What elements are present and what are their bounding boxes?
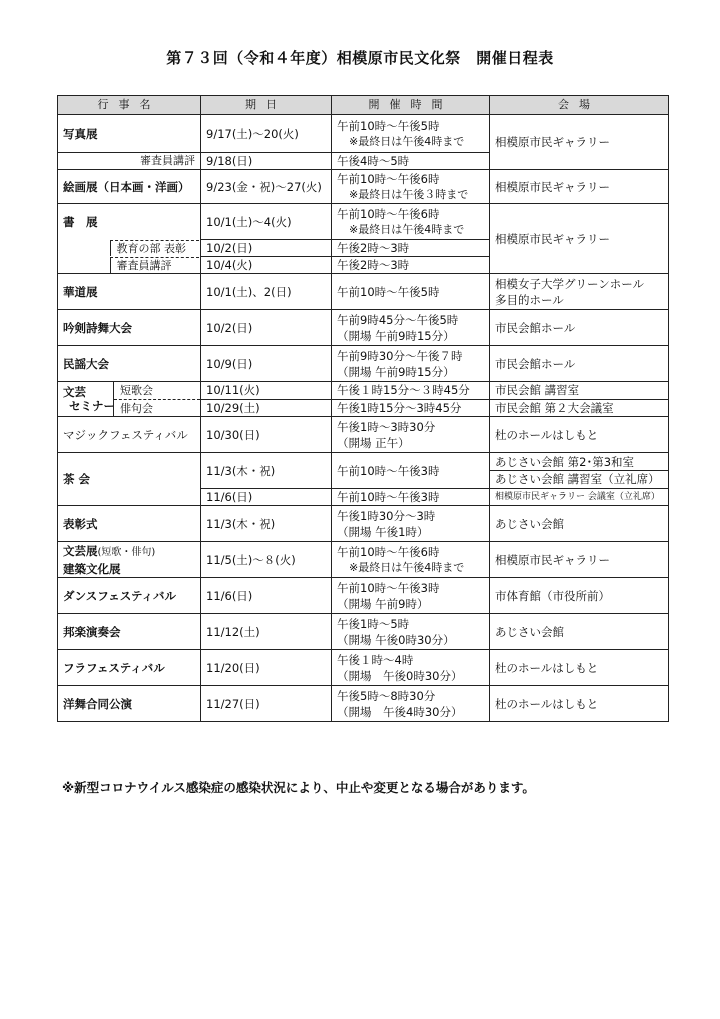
event-time: 午前10時～午後3時 [332,489,490,506]
event-name: 茶 会 [58,453,201,506]
table-row [58,578,669,614]
event-date: 9/23(金・祝)～27(火) [201,170,332,204]
event-date: 11/5(土)～８(火) [201,542,332,578]
event-time: 午前10時～午後6時 ※最終日は午後4時まで [332,542,490,578]
sub-event-name: 短歌会 [114,382,200,400]
sub-event-name: 俳句会 [120,402,153,415]
event-date: 10/1(土)～4(火) [201,204,332,240]
header-date: 期日 [201,96,332,115]
table-row [58,274,669,310]
event-time: 午前10時～午後6時 ※最終日は午後３時まで [332,170,490,204]
event-time: 午前10時～午後5時 [332,274,490,310]
event-venue: 相模原市民ギャラリー [490,170,669,204]
event-date: 9/18(日) [201,153,332,170]
event-venue: 相模原市民ギャラリー [490,542,669,578]
event-time: 午後2時～3時 [332,240,490,257]
header-time: 開催時間 [332,96,490,115]
event-time: 午前10時～午後3時 （開場 午前9時） [332,578,490,614]
event-name: 邦楽演奏会 [58,614,201,650]
event-date: 11/6(日) [201,489,332,506]
event-time: 午後1時30分～3時 （開場 午後1時） [332,506,490,542]
event-time: 午後4時～5時 [332,153,490,170]
event-time: 午前10時～午後6時 ※最終日は午後4時まで [332,204,490,240]
event-date: 10/29(土) [201,399,332,417]
event-name: 書 展 [58,204,201,274]
event-venue: 杜のホールはしもと [490,417,669,453]
table-header [58,96,669,115]
event-name: 表彰式 [58,506,201,542]
notice-text: ※新型コロナウイルス感染症の感染状況により、中止や変更となる場合があります。 [62,780,535,795]
event-venue: 杜のホールはしもと [490,650,669,686]
table-row [58,204,669,240]
event-name: 文芸 セミナー 短歌会 俳句会 [58,382,201,417]
event-date: 11/6(日) [201,578,332,614]
event-venue: 相模女子大学グリーンホール 多目的ホール [490,274,669,310]
event-date: 10/30(日) [201,417,332,453]
event-date: 10/11(火) [201,382,332,400]
event-date: 10/4(火) [201,257,332,274]
event-time: 午後１時～4時 （開場 午後0時30分） [332,650,490,686]
event-name: 写真展 [58,115,201,153]
event-name: 絵画展（日本画・洋画） [58,170,201,204]
table-row [58,506,669,542]
schedule-table [57,95,669,722]
event-date: 10/9(日) [201,346,332,382]
event-name: 民謡大会 [58,346,201,382]
event-date: 11/27(日) [201,686,332,722]
event-venue: 市体育館（市役所前） [490,578,669,614]
table-row [58,115,669,153]
event-name: フラフェスティバル [58,650,201,686]
event-venue: 相模原市民ギャラリー 会議室（立礼席） [490,489,669,506]
table-row [58,614,669,650]
table-row [58,686,669,722]
event-time: 午後1時15分～3時45分 [332,399,490,417]
table-row [58,310,669,346]
event-time: 午前10時～午後5時 ※最終日は午後4時まで [332,115,490,153]
event-venue: 相模原市民ギャラリー [490,204,669,274]
event-venue: 市民会館ホール [490,310,669,346]
header-event: 行事名 [58,96,201,115]
event-venue: あじさい会館 [490,614,669,650]
event-venue: あじさい会館 [490,506,669,542]
page-title: 第７３回（令和４年度）相模原市民文化祭 開催日程表 [166,49,554,67]
event-venue: 市民会館 講習室 [490,382,669,400]
event-date: 11/3(木・祝) [201,453,332,489]
event-time: 午前9時45分～午後5時 （開場 午前9時15分） [332,310,490,346]
event-name: 華道展 [58,274,201,310]
event-name: 洋舞合同公演 [58,686,201,722]
event-date: 10/2(日) [201,310,332,346]
event-date: 11/12(土) [201,614,332,650]
table-row [58,650,669,686]
table-row [58,542,669,578]
sub-event-name: 教育の部 表彰 [110,240,199,256]
event-name: ダンスフェスティバル [58,578,201,614]
event-date: 11/3(木・祝) [201,506,332,542]
event-time: 午前9時30分～午後７時 （開場 午前9時15分） [332,346,490,382]
sub-event-name: 審査員講評 [58,153,201,170]
event-time: 午後1時～3時30分 （開場 正午） [332,417,490,453]
sub-event-name: 審査員講評 [110,257,199,273]
event-venue: 杜のホールはしもと [490,686,669,722]
table-row [58,170,669,204]
event-name: 吟剣詩舞大会 [58,310,201,346]
event-date: 10/2(日) [201,240,332,257]
event-time: 午後5時～8時30分 （開場 午後4時30分） [332,686,490,722]
event-date: 11/20(日) [201,650,332,686]
event-time: 午後2時～3時 [332,257,490,274]
table-row [58,417,669,453]
table-row [58,346,669,382]
event-name: マジックフェスティバル [58,417,201,453]
event-name: 文芸展(短歌・俳句) 建築文化展 [58,542,201,578]
table-row [58,382,669,400]
event-date: 9/17(土)～20(火) [201,115,332,153]
table-row [58,453,669,489]
event-time: 午後１時15分～３時45分 [332,382,490,400]
header-venue: 会場 [490,96,669,115]
event-time: 午後1時～5時 （開場 午後0時30分） [332,614,490,650]
event-venue: 市民会館ホール [490,346,669,382]
event-venue: 相模原市民ギャラリー [490,115,669,170]
event-venue: あじさい会館 第2･第3和室 あじさい会館 講習室（立礼席） [490,453,669,489]
event-time: 午前10時～午後3時 [332,453,490,489]
event-venue: 市民会館 第２大会議室 [490,399,669,417]
event-date: 10/1(土)、2(日) [201,274,332,310]
